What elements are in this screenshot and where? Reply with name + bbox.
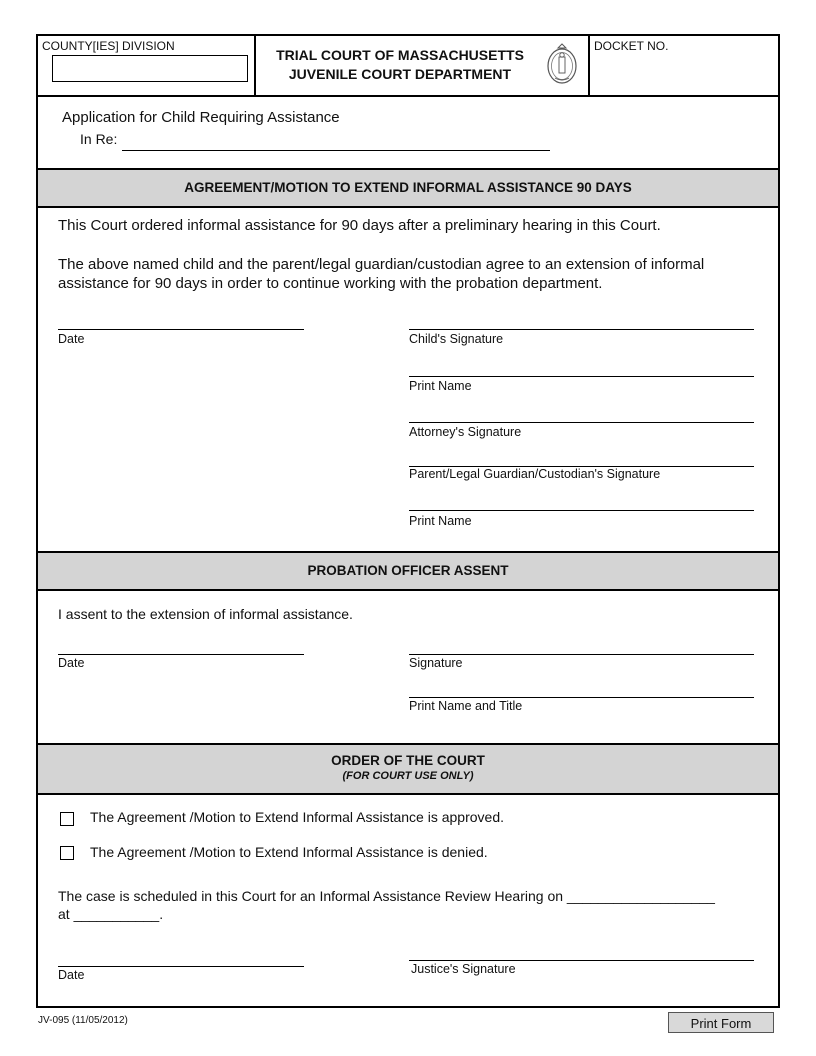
signature-input[interactable] [409,654,754,655]
hearing-schedule-text: The case is scheduled in this Court for an Informal Assistance Review Hearing on ___________________ [58,888,715,904]
in-re-label: In Re: [80,131,118,147]
section1-paragraph-1: This Court ordered informal assistance for 90 days after a preliminary hearing in this Court. [58,217,661,234]
section-band [38,553,778,589]
childs-signature-label: Child's Signature [409,332,504,346]
date-input[interactable] [58,329,304,330]
date-label: Date [58,968,85,982]
section-subheading: (FOR COURT USE ONLY) [342,770,474,782]
childs-signature-input[interactable] [409,329,754,330]
attorney-signature-input[interactable] [409,422,754,423]
denied-text: The Agreement /Motion to Extend Informal Assistance is denied. [90,844,488,860]
date-input[interactable] [58,654,304,655]
county-division-input[interactable] [52,55,248,82]
print-name-label-2: Print Name [409,514,472,528]
approved-text: The Agreement /Motion to Extend Informal Assistance is approved. [90,809,504,825]
denied-checkbox[interactable] [60,846,74,860]
docket-input[interactable] [592,54,776,92]
header-divider-left [254,34,256,96]
approved-checkbox[interactable] [60,812,74,826]
hearing-time-text: at ___________. [58,906,164,922]
signature-label: Signature [409,656,463,670]
section-band [38,170,778,206]
application-title: Application for Child Requiring Assistance [62,109,340,126]
print-form-button[interactable]: Print Form [668,1012,774,1033]
justice-signature-input[interactable] [409,960,754,961]
print-name-title-label: Print Name and Title [409,699,523,713]
divider [36,793,780,795]
date-label: Date [58,332,85,346]
in-re-input[interactable] [122,150,550,151]
print-name-label: Print Name [409,379,472,393]
attorney-signature-label: Attorney's Signature [409,425,522,439]
massachusetts-seal-icon [544,42,580,86]
court-title [258,46,542,84]
section-heading: ORDER OF THE COURT [331,753,485,768]
justice-signature-label: Justice's Signature [411,962,516,976]
assent-text: I assent to the extension of informal assistance. [58,606,353,622]
divider [36,589,780,591]
section-heading: AGREEMENT/MOTION TO EXTEND INFORMAL ASSISTANCE 90 DAYS [184,180,632,195]
date-input[interactable] [58,966,304,967]
court-line-1: TRIAL COURT OF MASSACHUSETTS [276,47,524,63]
form-id: JV-095 (11/05/2012) [38,1015,128,1026]
print-name-input[interactable] [409,376,754,377]
section1-paragraph-2: The above named child and the parent/legal guardian/custodian agree to an extension of informal assistance for 90 days in order to continue working with the probation department. [58,256,705,292]
print-name-input-2[interactable] [409,510,754,511]
docket-label: DOCKET NO. [594,39,669,53]
date-label: Date [58,656,85,670]
divider [36,206,780,208]
print-name-title-input[interactable] [409,697,754,698]
parent-signature-label: Parent/Legal Guardian/Custodian's Signature [409,467,661,481]
section-band [38,745,778,793]
header-divider-right [588,34,590,96]
county-label: COUNTY[IES] DIVISION [42,39,175,53]
section-heading: PROBATION OFFICER ASSENT [307,563,509,578]
court-line-2: JUVENILE COURT DEPARTMENT [288,66,512,82]
divider [36,95,780,97]
